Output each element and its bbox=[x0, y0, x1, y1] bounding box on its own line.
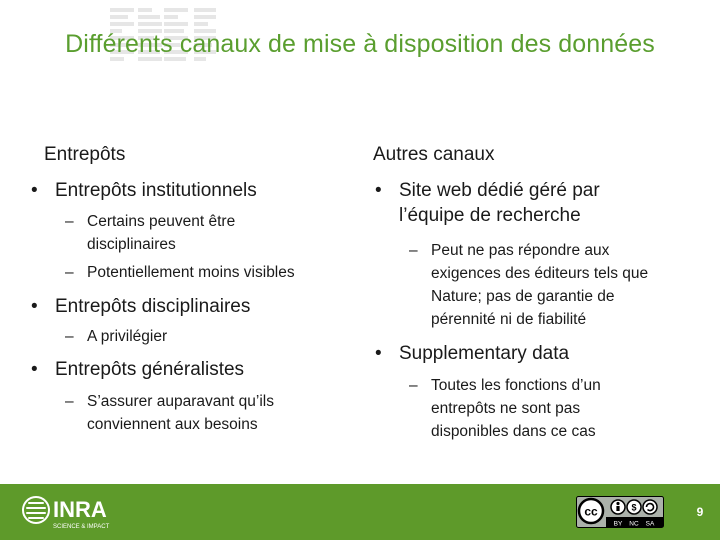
sub-bullet-item bbox=[409, 239, 663, 331]
sub-bullet-label: A privilégier bbox=[87, 328, 168, 345]
sub-bullet-item bbox=[409, 374, 656, 443]
cc-label: cc bbox=[584, 504, 598, 519]
bullet-label: Entrepôts disciplinaires bbox=[55, 296, 251, 317]
dash-icon: – bbox=[65, 328, 74, 345]
bullet-item bbox=[31, 178, 345, 203]
bullet-item bbox=[375, 341, 649, 366]
dash-icon: – bbox=[65, 264, 74, 281]
sub-bullet-item bbox=[65, 261, 357, 284]
sub-bullet-label: Toutes les fonctions d’un entrepôts ne sont pas disponibles dans ce cas bbox=[431, 377, 601, 440]
dash-icon: – bbox=[65, 213, 74, 230]
svg-text:$: $ bbox=[631, 502, 637, 513]
inra-logo bbox=[20, 489, 120, 535]
right-column-heading: Autres canaux bbox=[373, 144, 495, 165]
cc-term-by: BY bbox=[613, 520, 623, 528]
slide-title: Différents canaux de mise à disposition des données bbox=[65, 30, 655, 58]
bullet-icon: • bbox=[31, 180, 38, 201]
bullet-icon: • bbox=[31, 359, 38, 380]
bullet-item bbox=[31, 357, 345, 382]
cc-term-sa: SA bbox=[645, 520, 655, 528]
left-column-heading: Entrepôts bbox=[44, 144, 126, 165]
sub-bullet-item bbox=[65, 325, 327, 348]
sub-bullet-item bbox=[65, 210, 327, 256]
sub-bullet-label: Peut ne pas répondre aux exigences des éditeurs tels que Nature; pas de garantie de pérennité ni de fiabilité bbox=[431, 242, 649, 328]
page-number: 9 bbox=[696, 505, 704, 519]
logo-text: INRA bbox=[53, 497, 107, 522]
bullet-icon: • bbox=[375, 180, 382, 201]
dash-icon: – bbox=[65, 393, 74, 410]
bullet-label: Entrepôts généralistes bbox=[55, 359, 245, 380]
sub-bullet-label: Certains peuvent être disciplinaires bbox=[87, 213, 236, 253]
dash-icon: – bbox=[409, 377, 418, 394]
creative-commons-license-icon bbox=[576, 496, 664, 528]
bullet-item bbox=[375, 178, 649, 228]
sub-bullet-item bbox=[65, 390, 322, 436]
bullet-label: Entrepôts institutionnels bbox=[55, 180, 257, 201]
dash-icon: – bbox=[409, 242, 418, 259]
bullet-label: Supplementary data bbox=[399, 343, 570, 364]
sub-bullet-label: Potentiellement moins visibles bbox=[87, 264, 295, 281]
bullet-item bbox=[31, 294, 345, 319]
sub-bullet-label: S’assurer auparavant qu’ils conviennent aux besoins bbox=[87, 393, 274, 433]
bullet-label: Site web dédié géré par l’équipe de recherche bbox=[399, 180, 600, 226]
logo-tagline: SCIENCE & IMPACT bbox=[53, 524, 110, 530]
bullet-icon: • bbox=[375, 343, 382, 364]
bullet-icon: • bbox=[31, 296, 38, 317]
cc-term-nc: NC bbox=[629, 520, 639, 528]
